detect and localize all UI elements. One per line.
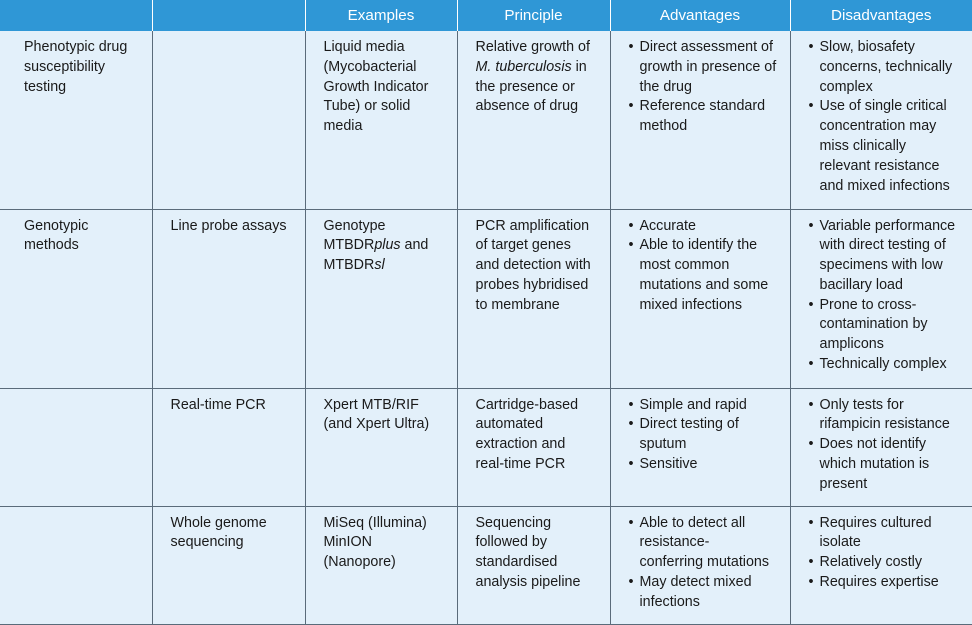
advantage-item: • Simple and rapid (629, 396, 782, 416)
disadvantage-item: • Only tests for rifampicin resistance (809, 396, 965, 436)
advantage-item: • Accurate (629, 217, 782, 237)
advantage-item: • Able to identify the most common mutations and some mixed infections (629, 236, 782, 315)
table-row (0, 388, 972, 506)
technique-cell: Real-time PCR (152, 388, 305, 506)
advantage-item: • May detect mixed infections (629, 573, 782, 613)
principle-cell: Cartridge-based automated extraction and real-time PCR (457, 388, 610, 506)
advantage-item: • Direct testing of sputum (629, 415, 782, 455)
disadvantages-cell (790, 209, 972, 388)
header-technique (152, 0, 305, 31)
advantage-item: • Direct assessment of growth in presence of the drug (629, 38, 782, 97)
disadvantage-item: • Use of single critical concentration may miss clinically relevant resistance and mixed infections (809, 97, 965, 196)
principle-text: in the presence or absence of drug (475, 58, 587, 115)
advantage-item: • Sensitive (629, 455, 782, 475)
disadvantage-item: • Does not identify which mutation is present (809, 435, 965, 494)
disadvantages-cell (790, 506, 972, 624)
examples-text: Genotype MTBDR (323, 217, 386, 254)
advantages-cell (610, 506, 790, 624)
disadvantage-item: • Technically complex (809, 355, 965, 375)
principle-cell (457, 31, 610, 209)
technique-cell: Whole genome sequencing (152, 506, 305, 624)
header-examples: Examples (305, 0, 457, 31)
advantages-cell (610, 31, 790, 209)
examples-text: and MTBDR (323, 237, 429, 274)
disadvantage-item: • Relatively costly (809, 553, 965, 573)
assay-suffix: sl (374, 257, 385, 274)
method-cell (0, 388, 152, 506)
organism-name: M. tuberculosis (475, 58, 572, 75)
table-row (0, 209, 972, 388)
principle-text: Relative growth of (475, 39, 590, 55)
technique-cell: Line probe assays (152, 209, 305, 388)
header-method (0, 0, 152, 31)
table-row (0, 31, 972, 209)
disadvantage-item: • Slow, biosafety concerns, technically complex (809, 38, 965, 97)
disadvantage-item: • Prone to cross- contamination by amplicons (809, 296, 965, 355)
table-row (0, 506, 972, 624)
advantage-item: • Able to detect all resistance- conferring mutations (629, 514, 782, 573)
examples-cell (305, 209, 457, 388)
examples-cell: MiSeq (Illumina) MinION (Nanopore) (305, 506, 457, 624)
header-principle: Principle (457, 0, 610, 31)
method-cell: Genotypic methods (0, 209, 152, 388)
method-cell (0, 506, 152, 624)
assay-suffix: plus (374, 237, 401, 254)
disadvantage-item: • Requires cultured isolate (809, 514, 965, 554)
examples-cell: Liquid media (Mycobacterial Growth Indicator Tube) or solid media (305, 31, 457, 209)
method-cell: Phenotypic drug susceptibility testing (0, 31, 152, 209)
header-advantages: Advantages (610, 0, 790, 31)
header-disadvantages: Disadvantages (790, 0, 972, 31)
principle-cell: Sequencing followed by standardised analysis pipeline (457, 506, 610, 624)
disadvantages-cell (790, 388, 972, 506)
examples-cell: Xpert MTB/RIF (and Xpert Ultra) (305, 388, 457, 506)
disadvantage-item: • Variable performance with direct testing of specimens with low bacillary load (809, 217, 965, 296)
technique-cell (152, 31, 305, 209)
advantages-cell (610, 209, 790, 388)
disadvantage-item: • Requires expertise (809, 573, 965, 593)
table-header (0, 0, 972, 31)
advantages-cell (610, 388, 790, 506)
advantage-item: • Reference standard method (629, 97, 782, 137)
disadvantages-cell (790, 31, 972, 209)
principle-cell: PCR amplification of target genes and detection with probes hybridised to membrane (457, 209, 610, 388)
